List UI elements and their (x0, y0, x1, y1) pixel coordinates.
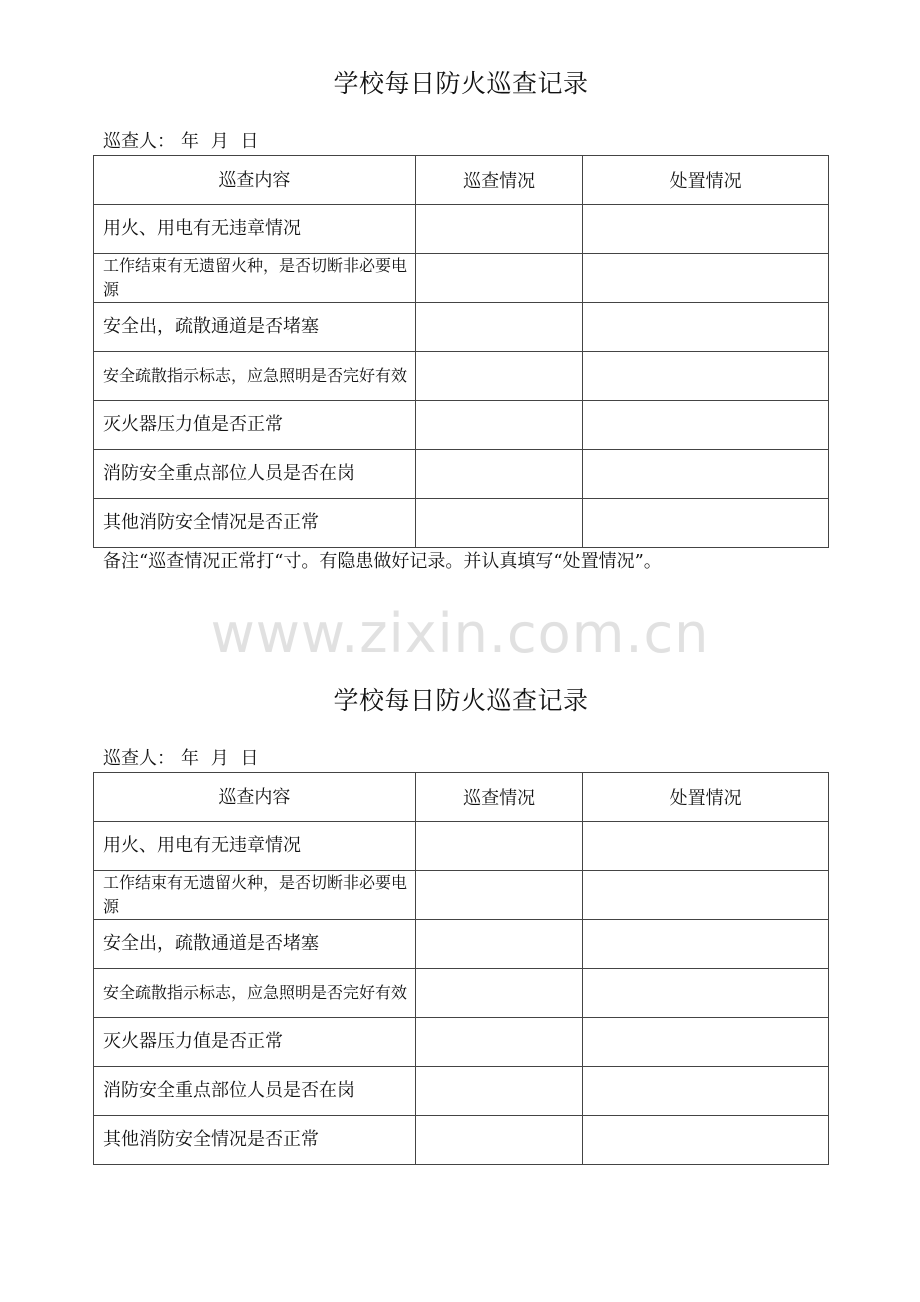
row-content: 工作结束有无遗留火种，是否切断非必要电源 (94, 254, 416, 303)
row-status-cell[interactable] (415, 205, 582, 254)
row-status-cell[interactable] (415, 822, 582, 871)
row-content: 用火、用电有无违章情况 (94, 205, 416, 254)
table-row (94, 401, 829, 450)
row-content: 灭火器压力值是否正常 (94, 1018, 416, 1067)
row-status-cell[interactable] (415, 871, 582, 920)
row-action-cell[interactable] (583, 1116, 829, 1165)
row-action-cell[interactable] (583, 499, 829, 548)
row-content: 灭火器压力值是否正常 (94, 401, 416, 450)
row-action-cell[interactable] (583, 1067, 829, 1116)
header-status: 巡查情况 (415, 773, 582, 822)
table-row (94, 871, 829, 920)
table-row (94, 254, 829, 303)
row-content: 其他消防安全情况是否正常 (94, 499, 416, 548)
row-status-cell[interactable] (415, 969, 582, 1018)
year-label: 年 (181, 748, 199, 769)
row-content: 其他消防安全情况是否正常 (94, 1116, 416, 1165)
table-header-row (94, 773, 829, 822)
row-content: 用火、用电有无违章情况 (94, 822, 416, 871)
inspector-date-line (93, 746, 829, 772)
row-action-cell[interactable] (583, 969, 829, 1018)
remarks-note: 备注“巡查情况正常打“寸。有隐患做好记录。并认真填写“处置情况”。 (103, 551, 662, 572)
row-action-cell[interactable] (583, 401, 829, 450)
inspector-label: 巡查人： (103, 131, 175, 152)
table-row (94, 205, 829, 254)
row-status-cell[interactable] (415, 450, 582, 499)
fire-patrol-form-2 (93, 683, 829, 1165)
row-action-cell[interactable] (583, 450, 829, 499)
day-label: 日 (240, 748, 259, 769)
patrol-table (93, 772, 829, 1165)
header-content: 巡查内容 (94, 773, 416, 822)
row-content: 安全疏散指示标志，应急照明是否完好有效 (94, 352, 416, 401)
table-row (94, 969, 829, 1018)
row-status-cell[interactable] (415, 401, 582, 450)
row-status-cell[interactable] (415, 303, 582, 352)
table-row (94, 920, 829, 969)
row-content: 安全出，疏散通道是否堵塞 (94, 303, 416, 352)
row-content: 安全出，疏散通道是否堵塞 (94, 920, 416, 969)
row-status-cell[interactable] (415, 352, 582, 401)
fire-patrol-form-1 (93, 66, 829, 576)
form-title: 学校每日防火巡查记录 (333, 69, 589, 98)
row-action-cell[interactable] (583, 303, 829, 352)
patrol-table (93, 155, 829, 548)
row-action-cell[interactable] (583, 1018, 829, 1067)
row-status-cell[interactable] (415, 1067, 582, 1116)
row-content: 安全疏散指示标志，应急照明是否完好有效 (94, 969, 416, 1018)
row-status-cell[interactable] (415, 920, 582, 969)
row-content: 消防安全重点部位人员是否在岗 (94, 450, 416, 499)
row-action-cell[interactable] (583, 871, 829, 920)
row-action-cell[interactable] (583, 822, 829, 871)
table-row (94, 1067, 829, 1116)
table-row (94, 499, 829, 548)
day-label: 日 (240, 131, 259, 152)
row-status-cell[interactable] (415, 499, 582, 548)
row-action-cell[interactable] (583, 205, 829, 254)
table-row (94, 1018, 829, 1067)
table-row (94, 352, 829, 401)
row-action-cell[interactable] (583, 920, 829, 969)
table-row (94, 303, 829, 352)
header-content: 巡查内容 (94, 156, 416, 205)
table-row (94, 822, 829, 871)
year-label: 年 (181, 131, 199, 152)
header-action: 处置情况 (583, 156, 829, 205)
form-title: 学校每日防火巡查记录 (333, 686, 589, 715)
inspector-date-line (93, 129, 829, 155)
row-action-cell[interactable] (583, 254, 829, 303)
row-status-cell[interactable] (415, 1116, 582, 1165)
table-header-row (94, 156, 829, 205)
row-content: 工作结束有无遗留火种，是否切断非必要电源 (94, 871, 416, 920)
header-action: 处置情况 (583, 773, 829, 822)
row-status-cell[interactable] (415, 1018, 582, 1067)
month-label: 月 (210, 131, 229, 152)
table-row (94, 1116, 829, 1165)
inspector-label: 巡查人： (103, 748, 175, 769)
row-content: 消防安全重点部位人员是否在岗 (94, 1067, 416, 1116)
watermark: www.zixin.com.cn (210, 602, 710, 665)
row-status-cell[interactable] (415, 254, 582, 303)
table-row (94, 450, 829, 499)
row-action-cell[interactable] (583, 352, 829, 401)
month-label: 月 (210, 748, 229, 769)
header-status: 巡查情况 (415, 156, 582, 205)
